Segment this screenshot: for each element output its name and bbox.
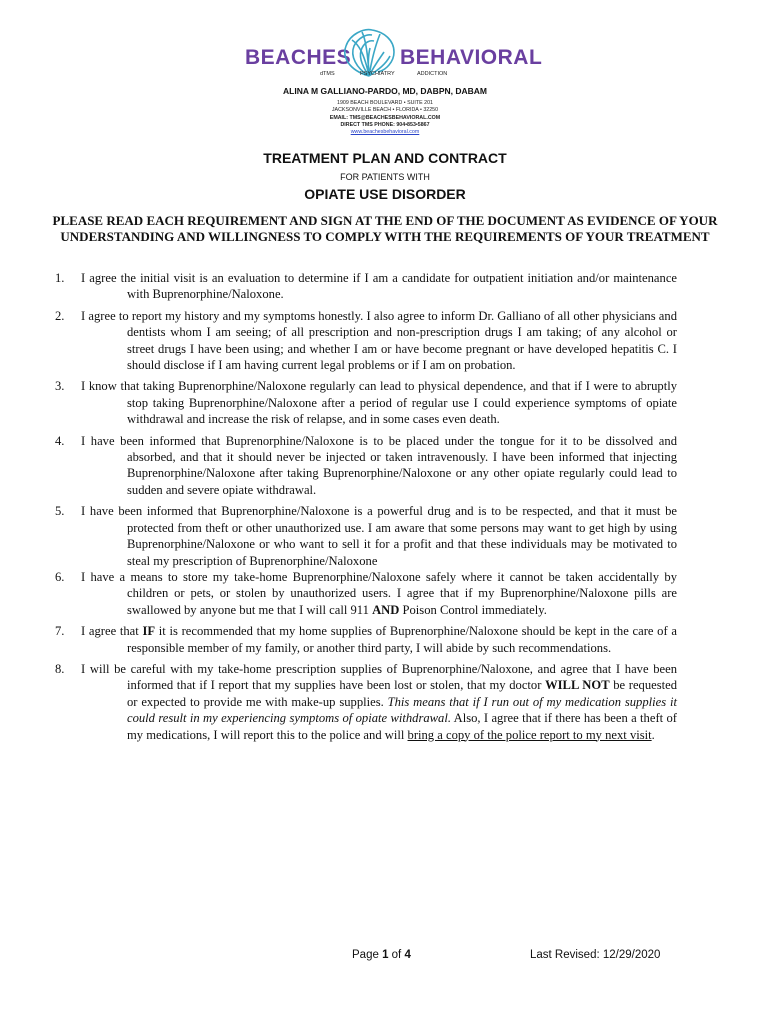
- list-item: [55, 503, 677, 569]
- item-text: I agree the initial visit is an evaluation to determine if I am a candidate for outpatient initiation and/or maintenance with Buprenorphine/Naloxone.: [81, 271, 677, 302]
- item-text: be requested or expected to provide me with make-up supplies.: [127, 678, 678, 709]
- item-bold-text: IF: [142, 624, 156, 639]
- item-text: it is recommended that my home supplies of Buprenorphine/Naloxone should be kept in the care of a responsible member of my family, or another third party, I will abide by such recommendations.: [127, 624, 677, 655]
- item-italic-text: This means that if I run out of my medication supplies it could result in my experiencing symptoms of opiate withdrawal.: [127, 694, 677, 726]
- list-item: [55, 308, 677, 374]
- item-number: 6.: [55, 569, 65, 584]
- logo-tag-psychiatry: PSYCHIATRY: [360, 71, 395, 77]
- item-number: 5.: [55, 504, 65, 519]
- item-number: 4.: [55, 433, 65, 448]
- page-prefix: Page: [352, 949, 383, 961]
- item-text: I will be careful with my take-home prescription supplies of Buprenorphine/Naloxone, and agree that I have been informed that if I report that my supplies have been lost or stolen, that my doctor: [81, 661, 677, 693]
- item-number: 2.: [55, 308, 65, 323]
- item-text: I know that taking Buprenorphine/Naloxone regularly can lead to physical dependence, and that if I were to abruptly stop taking Buprenorphine/Naloxone after a period of regular use I could experience symptoms of opiate withdrawal and increase the risk of relapse, and in some cases even death.: [81, 379, 677, 427]
- item-text: I have been informed that Buprenorphine/Naloxone is a powerful drug and is to be respected, and that it must be protected from theft or other unauthorized use. I am aware that some persons may want to get high by using Buprenorphine/Naloxone or who want to sell it for a profit and that these individuals may be motivated to steal my prescription of Buprenorphine/Naloxone: [81, 504, 677, 568]
- page-current: 1: [382, 949, 389, 961]
- item-number: 3.: [55, 379, 65, 394]
- website-link[interactable]: www.beachesbehavioral.com: [350, 129, 420, 135]
- item-number: 8.: [55, 661, 65, 676]
- logo-text-left: BEACHES: [245, 46, 352, 69]
- last-revised: Last Revised: 12/29/2020: [530, 949, 661, 961]
- document-subtitle: FOR PATIENTS WITH: [340, 172, 430, 182]
- item-text: I agree that: [81, 624, 143, 639]
- email-line: EMAIL: TMS@BEACHESBEHAVIORAL.COM: [329, 115, 441, 121]
- address-line-1: 1909 BEACH BOULEVARD • SUITE 201: [337, 100, 433, 106]
- page-of: of: [388, 949, 405, 961]
- item-bold-text: AND: [372, 602, 400, 617]
- document-title: TREATMENT PLAN AND CONTRACT: [263, 150, 507, 166]
- item-text: .: [651, 727, 655, 742]
- item-number: 7.: [55, 624, 65, 639]
- address-line-2: JACKSONVILLE BEACH • FLORIDA • 32250: [331, 107, 439, 113]
- item-text: Also, I agree that if there has been a theft of my medications, I will report this to the police and will: [127, 711, 677, 742]
- item-underlined-text: bring a copy of the police report to my next visit: [407, 727, 652, 742]
- doctor-name: ALINA M GALLIANO-PARDO, MD, DABPN, DABAM: [283, 86, 487, 96]
- logo-text-right: BEHAVIORAL: [400, 46, 543, 69]
- page-total: 4: [404, 949, 411, 961]
- logo-tag-dtms: dTMS: [320, 71, 335, 77]
- requirements-list: [55, 270, 677, 748]
- list-item: [55, 661, 677, 743]
- logo-tag-addiction: ADDICTION: [417, 71, 448, 77]
- list-item: [55, 433, 677, 499]
- list-item: [55, 270, 677, 303]
- document-title-condition: OPIATE USE DISORDER: [304, 186, 466, 202]
- list-item: [55, 623, 677, 656]
- item-text: I agree to report my history and my symptoms honestly. I also agree to inform Dr. Galliano of all other physicians and dentists whom I am seeing; of all prescription and non-prescription drugs I am taking; of any alcohol or street drugs I have been using; and whether I am or have become pregnant or have developed hepatitis C. I should disclose if I am having current legal problems or if I am on probation.: [81, 308, 677, 373]
- phone-line: DIRECT TMS PHONE: 904•853•5867: [340, 122, 430, 128]
- item-text: I have been informed that Buprenorphine/Naloxone is to be placed under the tongue for it to be dissolved and absorbed, and that it should never be injected or taken intravenously. I have been informed that injecting Buprenorphine/Naloxone after taking Buprenorphine/Naloxone or any other opiate regularly could lead to sudden and severe opiate withdrawal.: [81, 433, 677, 497]
- instructions-heading: PLEASE READ EACH REQUIREMENT AND SIGN AT THE END OF THE DOCUMENT AS EVIDENCE OF YOUR UNDERSTANDING AND WILLINGNESS TO COMPLY WITH THE REQUIREMENTS OF YOUR TREATMENT: [52, 213, 718, 244]
- item-text: I have a means to store my take-home Buprenorphine/Naloxone safely where it cannot be taken accidentally by children or pets, or stolen by unauthorized users. I agree that if my Buprenorphine/Naloxone pills are swallowed by anyone but me that I will call 911: [81, 569, 677, 617]
- item-number: 1.: [55, 271, 65, 285]
- list-item: [55, 569, 677, 618]
- item-text: Poison Control immediately.: [399, 602, 547, 617]
- list-item: [55, 378, 677, 427]
- item-bold-text: WILL NOT: [545, 678, 610, 693]
- page-number: [352, 949, 411, 961]
